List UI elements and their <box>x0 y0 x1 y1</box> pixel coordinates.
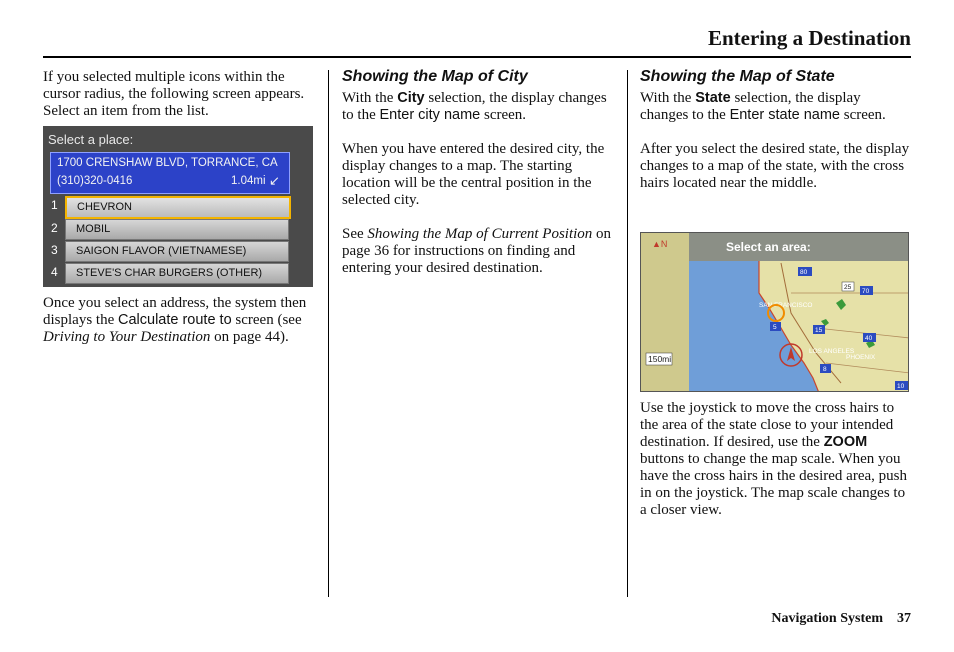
column-divider <box>627 70 628 597</box>
address-box <box>50 152 290 194</box>
highway-label: 40 <box>865 335 873 342</box>
screen-header: Select a place: <box>48 132 134 147</box>
text-span: selection, the display changes to the <box>640 90 861 123</box>
text-span: selection, the display changes to the <box>342 90 607 123</box>
place-item-button[interactable] <box>65 241 289 262</box>
city-paragraph-1 <box>342 90 614 124</box>
state-paragraph-3 <box>640 400 912 519</box>
footer-section: Navigation System <box>771 611 883 626</box>
text-span: on page 36 for instructions on finding and entering your desired destination. <box>342 226 612 276</box>
map-scale-label: 150mi <box>648 354 672 364</box>
page-title: Entering a Destination <box>707 26 911 50</box>
map-left-panel <box>641 233 689 392</box>
north-icon: ▲N <box>652 239 668 249</box>
select-area-map-screenshot <box>640 232 909 392</box>
column-right-lower <box>640 400 912 519</box>
column-middle <box>342 68 614 277</box>
column-divider <box>328 70 329 597</box>
keyword-enter-state-name: Enter state name <box>729 107 840 123</box>
city-label: PHOENIX <box>846 354 876 361</box>
item-number: 3 <box>51 243 58 257</box>
place-item-button[interactable] <box>65 196 291 219</box>
keyword-state: State <box>695 90 731 106</box>
text-span: screen. <box>484 107 527 123</box>
text-span: See <box>342 226 364 242</box>
place-item[interactable] <box>47 263 287 283</box>
page-footer <box>771 611 911 627</box>
highway-label: 8 <box>823 366 827 373</box>
city-label: LOS ANGELES <box>809 348 855 355</box>
reference-link: Driving to Your Destination <box>43 329 211 345</box>
state-paragraph-1 <box>640 90 912 124</box>
text-span: Use the joystick to move the cross hairs to the area of the state close to your intended destination. If desired, use the <box>640 400 895 450</box>
keyword-enter-city-name: Enter city name <box>379 107 481 123</box>
reference-link: Showing the Map of Current Position <box>367 226 593 242</box>
highway-label: 25 <box>844 284 852 291</box>
direction-arrow-icon: ↙ <box>269 173 280 188</box>
place-item-label: SAIGON FLAVOR (VIETNAMESE) <box>76 245 247 257</box>
map-header: Select an area: <box>726 240 811 254</box>
page-number: 37 <box>897 611 911 626</box>
place-item-label: MOBIL <box>76 223 111 235</box>
highway-label: 5 <box>773 324 777 331</box>
place-item[interactable] <box>47 241 287 261</box>
heading-map-of-state: Showing the Map of State <box>640 68 835 85</box>
keyword-zoom: ZOOM <box>823 434 868 450</box>
place-item[interactable] <box>47 219 287 239</box>
text-span: screen. <box>843 107 886 123</box>
item-number: 1 <box>51 198 58 212</box>
city-label: SAN FRANCISCO <box>759 302 813 309</box>
text-span: With the <box>342 90 394 106</box>
place-item-button[interactable] <box>65 219 289 240</box>
highway-label: 15 <box>815 327 823 334</box>
keyword-calculate-route: Calculate route to <box>118 312 232 328</box>
column-left <box>43 69 315 120</box>
address-line2: (310)320-0416 <box>57 175 133 187</box>
after-select-paragraph <box>43 295 317 346</box>
text-span: Once you select an address, the system then displays the <box>43 295 307 328</box>
place-item-button[interactable] <box>65 263 289 284</box>
distance-label: 1.04mi <box>231 175 266 187</box>
title-rule <box>43 56 911 58</box>
select-place-screenshot <box>43 126 313 287</box>
place-item-label: STEVE'S CHAR BURGERS (OTHER) <box>76 267 263 279</box>
highway-label: 10 <box>897 383 905 390</box>
text-span: With the <box>640 90 692 106</box>
text-span: buttons to change the map scale. When you have the cross hairs in the desired area, push in on the joystick. The map scale changes to a closer view. <box>640 451 907 518</box>
city-paragraph-3 <box>342 226 614 277</box>
text-span: on page 44). <box>214 329 289 345</box>
intro-paragraph: If you selected multiple icons within the cursor radius, the following screen appears. Select an item from the list. <box>43 69 305 119</box>
state-paragraph-2: After you select the desired state, the display changes to a map of the state, with the cross hairs located near the middle. <box>640 141 910 191</box>
city-paragraph-2: When you have entered the desired city, the display changes to a map. The starting location will be the central position in the selected city. <box>342 141 605 208</box>
highway-label: 70 <box>862 288 870 295</box>
address-line1: 1700 CRENSHAW BLVD, TORRANCE, CA <box>57 157 278 169</box>
place-item[interactable] <box>47 196 287 216</box>
text-span: screen (see <box>235 312 302 328</box>
item-number: 4 <box>51 265 58 279</box>
column-left-lower <box>43 295 317 346</box>
item-number: 2 <box>51 221 58 235</box>
heading-map-of-city: Showing the Map of City <box>342 68 528 85</box>
keyword-city: City <box>397 90 425 106</box>
place-item-label: CHEVRON <box>77 201 133 213</box>
highway-label: 80 <box>800 269 808 276</box>
map-svg <box>641 233 909 392</box>
column-right <box>640 68 912 192</box>
